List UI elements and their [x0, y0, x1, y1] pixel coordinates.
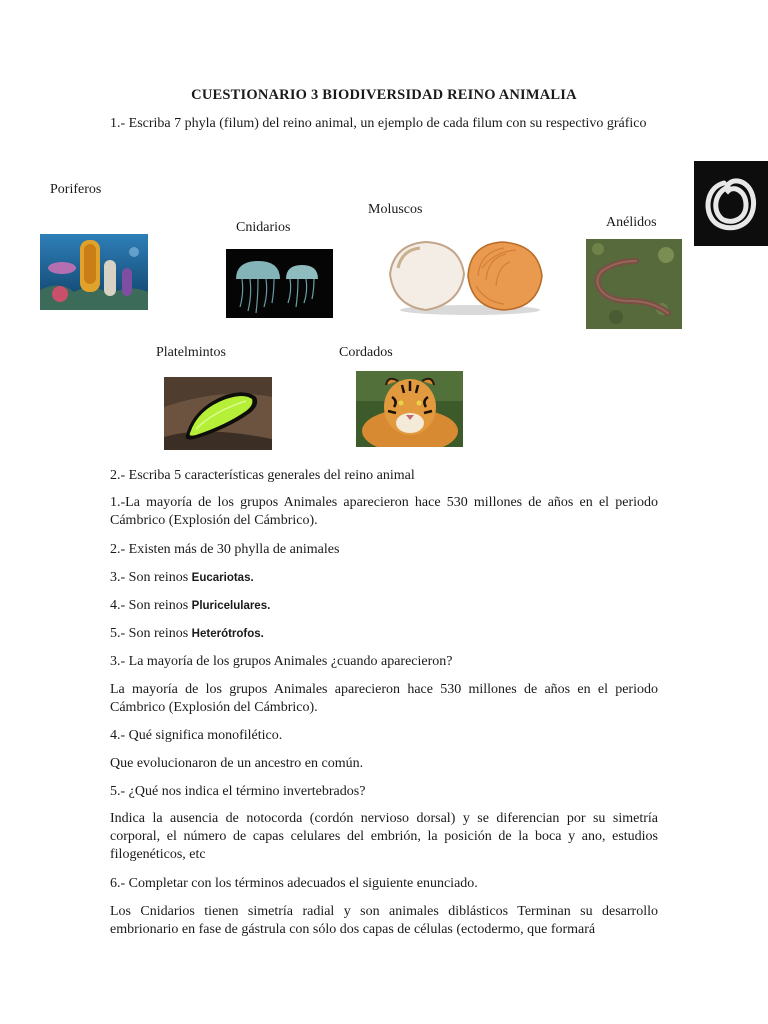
annelida-image	[586, 239, 682, 329]
page-title: CUESTIONARIO 3 BIODIVERSIDAD REINO ANIMALIA	[191, 87, 577, 103]
q2-item-5-text: 5.- Son reinos	[110, 626, 192, 641]
question-1: 1.- Escriba 7 phyla (filum) del reino animal, un ejemplo de cada filum con su respectivo gráfico	[110, 116, 647, 131]
question-6: 6.- Completar con los términos adecuados el siguiente enunciado.	[110, 876, 478, 891]
nematode-image	[694, 161, 768, 246]
q2-item-4	[110, 597, 270, 615]
porifera-image	[40, 234, 148, 310]
question-4: 4.- Qué significa monofilético.	[110, 728, 283, 743]
answer-5: Indica la ausencia de notocorda (cordón nervioso dorsal) y se diferencian por su simetría corporal, el número de capas celulares del embrión, la posición de la boca y ano, estudios filogenéticos, etc	[110, 811, 658, 862]
q2-item-1: 1.-La mayoría de los grupos Animales aparecieron hace 530 millones de años en el periodo Cámbrico (Explosión del Cámbrico).	[110, 495, 658, 528]
question-5: 5.- ¿Qué nos indica el término invertebrados?	[110, 784, 366, 799]
answer-6: Los Cnidarios tienen simetría radial y son animales diblásticos Terminan su desarrollo embrionario en fase de gástrula con sólo dos capas de células (ectodermo, que formará	[110, 904, 658, 937]
question-3: 3.- La mayoría de los grupos Animales ¿cuando aparecieron?	[110, 654, 453, 669]
q2-item-2: 2.- Existen más de 30 phylla de animales	[110, 542, 340, 557]
label-cnidarios: Cnidarios	[236, 220, 291, 235]
answer-3: La mayoría de los grupos Animales aparecieron hace 530 millones de años en el periodo Cámbrico (Explosión del Cámbrico).	[110, 682, 658, 715]
platyhelminthes-image	[164, 377, 272, 450]
question-2: 2.- Escriba 5 características generales del reino animal	[110, 468, 415, 483]
label-moluscos: Moluscos	[368, 202, 423, 217]
cnidaria-image	[226, 249, 333, 318]
q2-item-4-text: 4.- Son reinos	[110, 598, 192, 613]
chordata-image	[356, 371, 463, 447]
answer-4: Que evolucionaron de un ancestro en común.	[110, 756, 364, 771]
q2-item-3	[110, 569, 254, 587]
q2-item-3-bold: Eucariotas.	[191, 572, 254, 584]
mollusca-image	[386, 238, 546, 316]
label-platelmintos: Platelmintos	[156, 345, 226, 360]
q2-item-3-text: 3.- Son reinos	[110, 570, 192, 585]
q2-item-4-bold: Pluricelulares.	[191, 600, 271, 612]
label-cordados: Cordados	[339, 345, 393, 360]
q2-item-5	[110, 625, 264, 643]
q2-item-5-bold: Heterótrofos.	[191, 628, 264, 640]
label-poriferos: Poriferos	[50, 182, 102, 197]
label-anelidos: Anélidos	[606, 215, 657, 230]
